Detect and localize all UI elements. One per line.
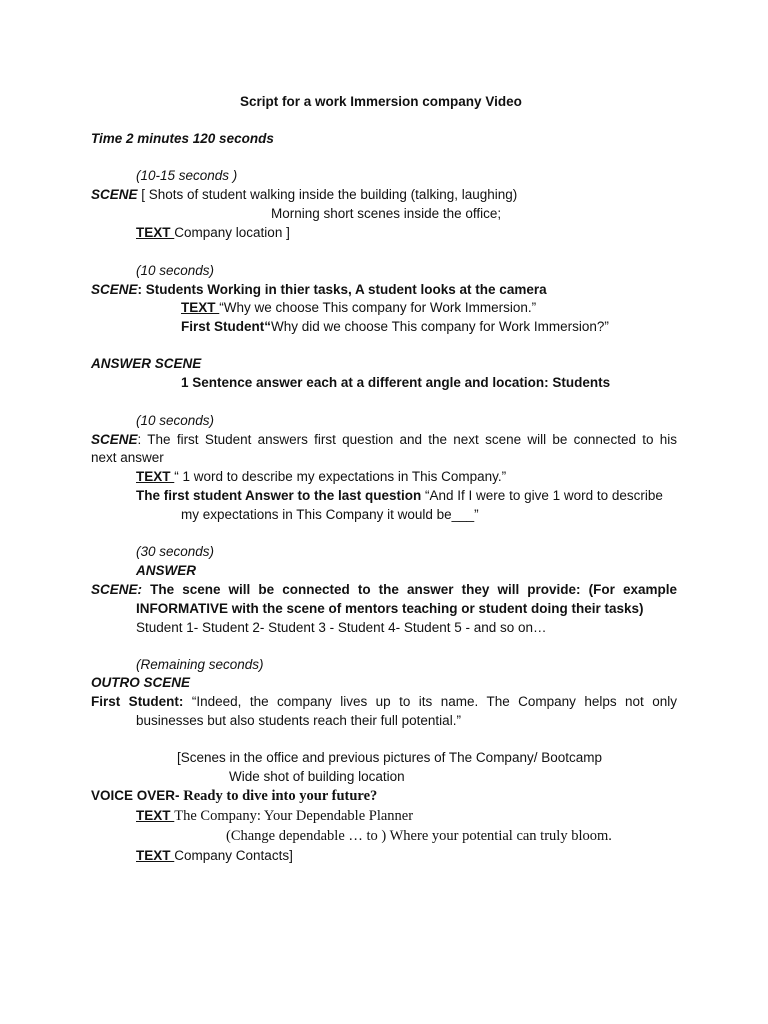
s6-speaker: First Student: [91, 694, 184, 709]
s6-line-cont: businesses but also students reach their full potential.” [136, 713, 461, 728]
s5-students: Student 1- Student 2- Student 3 - Student 4- Student 5 - and so on… [136, 620, 547, 635]
s4-text-line [136, 467, 506, 486]
s5-scene-text: The scene will be connected to the answer they will provide: (For example [142, 582, 677, 597]
s5-duration: (30 seconds) [136, 544, 215, 559]
s6-text1-label: TEXT [136, 808, 175, 823]
s4-scene-label: SCENE [91, 432, 138, 447]
s4-answer-text: “And If I were to give 1 word to describe [421, 488, 663, 503]
s2-text-line [181, 298, 536, 317]
s4-scene-line [91, 430, 677, 449]
s2-text-value: “Why we choose This company for Work Immersion.” [219, 300, 537, 315]
s2-scene-text: : Students Working in thier tasks, A student looks at the camera [137, 282, 547, 297]
s6-line: “Indeed, the company lives up to its name. The Company helps not only [183, 694, 678, 709]
s6-heading: OUTRO SCENE [91, 675, 191, 690]
s5-scene-label: SCENE: [91, 582, 143, 597]
s1-text-line [136, 223, 290, 242]
s2-text-label: TEXT [181, 300, 220, 315]
s6-voice-over [91, 786, 377, 806]
s3-heading: ANSWER SCENE [91, 356, 202, 371]
s4-text-value: “ 1 word to describe my expectations in This Company.” [174, 469, 507, 484]
s6-vo-text: Ready to dive into your future? [183, 788, 378, 804]
s5-scene-line [91, 580, 677, 599]
s6-scenes: [Scenes in the office and previous pictures of The Company/ Bootcamp [177, 750, 602, 765]
s6-speaker-line [91, 692, 677, 711]
time-line: Time 2 minutes 120 seconds [91, 131, 274, 146]
s6-text2-label: TEXT [136, 848, 175, 863]
s2-scene-label: SCENE [91, 282, 138, 297]
s6-change: (Change dependable … to ) Where your potential can truly bloom. [226, 828, 612, 844]
s4-answer-label: The first student Answer to the last question [136, 488, 422, 503]
s1-scene-line [91, 185, 517, 204]
s1-text-value: Company location ] [174, 225, 290, 240]
s4-answer-line [136, 486, 663, 505]
s6-text1-value: The Company: Your Dependable Planner [174, 808, 414, 824]
s1-text-label: TEXT [136, 225, 175, 240]
s6-wide: Wide shot of building location [229, 769, 405, 784]
s4-duration: (10 seconds) [136, 413, 215, 428]
s1-scene-cont: Morning short scenes inside the office; [271, 206, 502, 221]
s6-text2-value: Company Contacts] [174, 848, 293, 863]
s2-scene-line [91, 280, 547, 299]
document-title: Script for a work Immersion company Video [240, 94, 522, 109]
s1-scene-text: [ Shots of student walking inside the building (talking, laughing) [137, 187, 518, 202]
s3-text: 1 Sentence answer each at a different angle and location: Students [181, 375, 611, 390]
s5-scene-cont: INFORMATIVE with the scene of mentors teaching or student doing their tasks) [136, 601, 644, 616]
s2-speaker: First Student“ [181, 319, 271, 334]
s1-duration: (10-15 seconds ) [136, 168, 238, 183]
s5-answer-label: ANSWER [136, 563, 196, 578]
s6-text1-line [136, 806, 413, 826]
s2-duration: (10 seconds) [136, 263, 215, 278]
s6-text2-line [136, 846, 293, 865]
s4-scene-cont: next answer [91, 450, 164, 465]
s2-speaker-line [181, 317, 609, 336]
s4-text-label: TEXT [136, 469, 175, 484]
s4-answer-cont: my expectations in This Company it would be___” [181, 507, 479, 522]
s6-duration: (Remaining seconds) [136, 657, 264, 672]
s4-scene-text: : The first Student answers first question and the next scene will be connected to his [137, 432, 677, 447]
s1-scene-label: SCENE [91, 187, 138, 202]
s6-vo-label: VOICE OVER- [91, 788, 184, 803]
s2-line: Why did we choose This company for Work Immersion?” [271, 319, 609, 334]
